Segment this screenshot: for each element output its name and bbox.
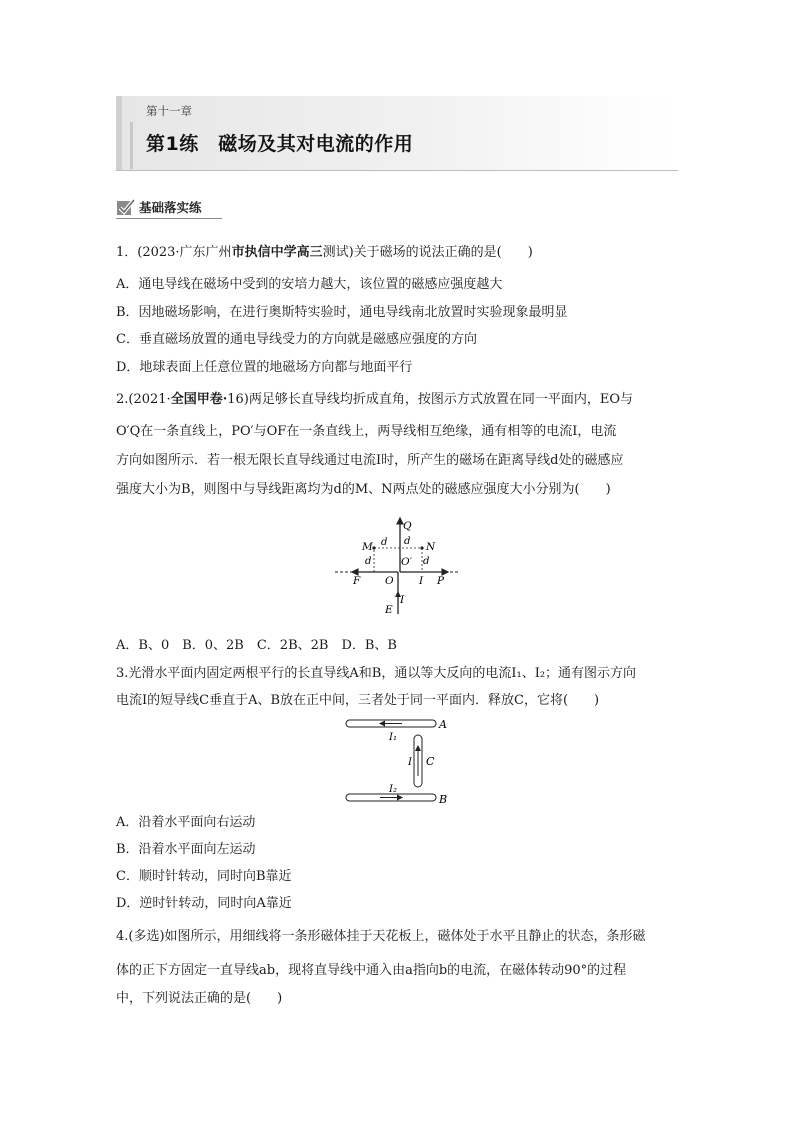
- q1-option-b: B．因地磁场影响，在进行奥斯特实验时，通电导线南北放置时实验现象最明显: [116, 305, 568, 320]
- label-i-vertical: I: [400, 594, 405, 606]
- label-i-horizontal: I: [419, 575, 424, 587]
- distance-dashed-box: [374, 548, 422, 572]
- section-heading: [116, 196, 202, 218]
- q3-parallel-wire-figure: [340, 714, 455, 808]
- label-a: A: [439, 718, 447, 731]
- label-p: P: [437, 575, 445, 587]
- label-o-prime: O′: [401, 556, 412, 568]
- q1-stem-post: 测试)关于磁场的说法正确的是( ): [322, 245, 533, 260]
- label-i2: I₂: [389, 784, 397, 795]
- q1-option-d: D．地球表面上任意位置的地磁场方向都与地面平行: [116, 360, 413, 375]
- q1-option-c: C．垂直磁场放置的通电导线受力的方向就是磁感应强度的方向: [116, 332, 477, 347]
- q2-line1-text: 16)两足够长直导线均折成直角，按图示方式放置在同一平面内，EO与: [227, 392, 633, 407]
- q1-stem-bold: 市执信中学高三: [231, 245, 323, 260]
- q2-line-1: [116, 391, 633, 409]
- label-d-top-left: d: [381, 537, 388, 548]
- q3-line-1: 3.光滑水平面内固定两根平行的长直导线A和B，通以等大反向的电流I₁、I₂；通有图示方向: [116, 666, 637, 681]
- q3-line-2: 电流I的短导线C垂直于A、B放在正中间，三者处于同一平面内．释放C，它将( ): [116, 693, 600, 708]
- label-i1: I₁: [389, 732, 397, 743]
- chapter-header: [116, 96, 678, 171]
- q2-line-4: 强度大小为B，则图中与导线距离均为d的M、N两点处的磁感应强度大小分别为( ): [116, 482, 611, 497]
- q4-line-3: 中，下列说法正确的是( ): [116, 991, 283, 1006]
- label-o: O: [385, 575, 394, 587]
- point-m: [372, 546, 375, 549]
- q1-stem-pre: 1．(2023·广东广州: [116, 245, 232, 260]
- label-b: B: [439, 793, 448, 806]
- label-d-right: d: [423, 556, 430, 567]
- label-c: C: [426, 755, 435, 768]
- q2-wire-figure: [330, 512, 465, 620]
- section-label: 基础落实练: [139, 200, 202, 215]
- q2-options: A．B、0 B．0、2B C．2B、2B D．B、B: [116, 638, 397, 653]
- label-n: N: [426, 541, 436, 553]
- point-n: [420, 546, 423, 549]
- q2-num: 2.(2021·: [116, 392, 171, 407]
- q3-option-b: B．沿着水平面向左运动: [116, 842, 256, 857]
- q1-stem: [116, 244, 533, 262]
- q2-line-2: O′Q在一条直线上，PO′与OF在一条直线上，两导线相互绝缘，通有相等的电流I，电流: [116, 424, 617, 439]
- q4-line-2: 体的正下方固定一直导线ab，现将直导线中通入由a指向b的电流，在磁体转动90°的过程: [116, 963, 627, 978]
- q4-line-1: 4.(多选)如图所示，用细线将一条形磁体挂于天花板上，磁体处于水平且静止的状态，条形磁: [116, 929, 646, 944]
- label-d-left: d: [365, 556, 372, 567]
- header-left-bar: [116, 96, 122, 170]
- label-e: E: [385, 604, 393, 616]
- check-box-icon: [116, 197, 136, 217]
- q3-option-c: C．顺时针转动，同时向B靠近: [116, 869, 292, 884]
- q3-option-d: D．逆时针转动，同时向A靠近: [116, 896, 292, 911]
- label-f: F: [353, 575, 361, 587]
- label-d-top-right: d: [404, 536, 411, 547]
- header-inner-bar: [130, 122, 133, 169]
- q1-option-a: A．通电导线在磁场中受到的安培力越大，该位置的磁感应强度越大: [116, 277, 503, 292]
- lesson-title: 第1练 磁场及其对电流的作用: [146, 133, 414, 155]
- section-underline: [116, 218, 222, 219]
- q3-option-a: A．沿着水平面向右运动: [116, 815, 256, 830]
- label-i: I: [408, 757, 412, 768]
- q2-line-3: 方向如图所示．若一根无限长直导线通过电流I时，所产生的磁场在距离导线d处的磁感应: [116, 453, 624, 468]
- label-q: Q: [403, 520, 412, 532]
- label-m: M: [362, 541, 373, 553]
- q2-source: 全国甲卷·: [170, 392, 228, 407]
- chapter-label: 第十一章: [146, 104, 192, 118]
